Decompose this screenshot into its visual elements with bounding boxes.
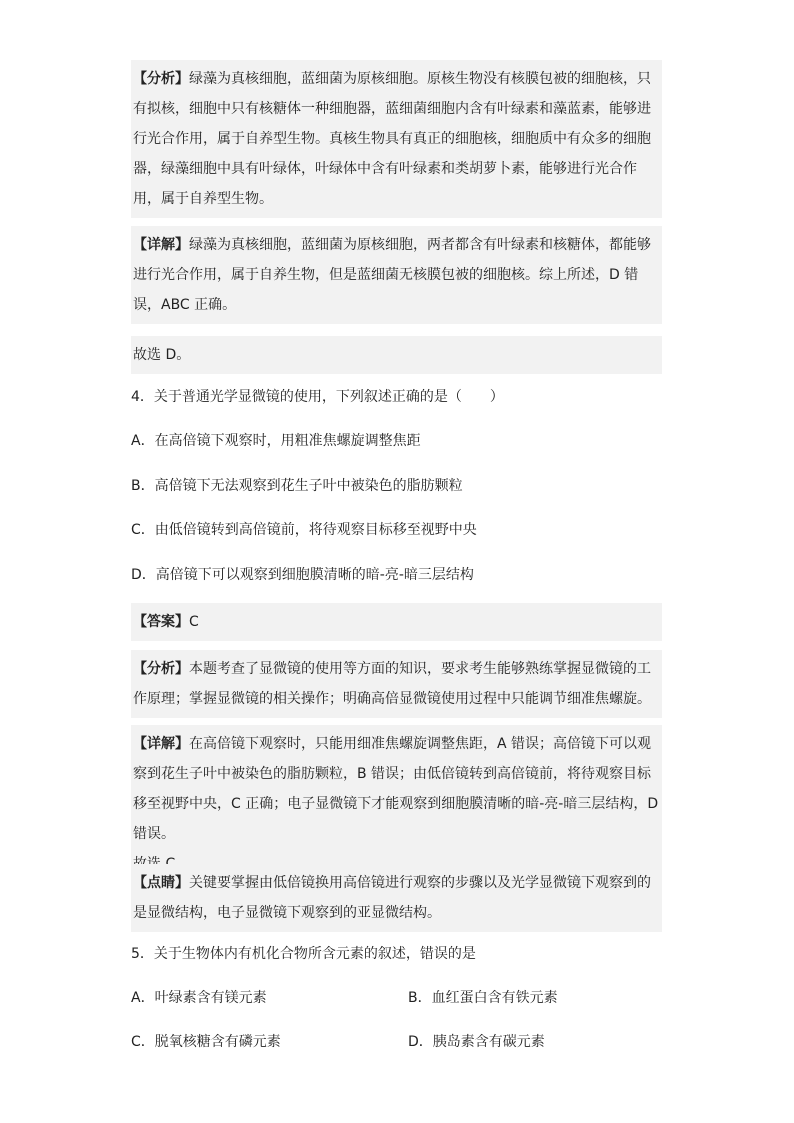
q4-option-b-text: B．高倍镜下无法观察到花生子叶中被染色的脂肪颗粒 — [131, 478, 463, 494]
q4-option-c-text: C．由低倍镜转到高倍镜前，将待观察目标移至视野中央 — [131, 522, 477, 538]
q5-option-d-text: D．胰岛素含有碳元素 — [408, 1034, 545, 1050]
q3-analysis-paragraph — [131, 60, 662, 218]
q4-tip-paragraph — [131, 864, 662, 932]
q5-stem — [131, 943, 691, 965]
q3-conclusion — [131, 336, 662, 374]
q4-tip-text: 关键要掌握由低倍镜换用高倍镜进行观察的步骤以及光学显微镜下观察到的是显微结构，电子显微镜下观察到的亚显微结构。 — [133, 875, 651, 921]
q5-option-d — [408, 1031, 545, 1053]
q4-option-d-text: D．高倍镜下可以观察到细胞膜清晰的暗-亮-暗三层结构 — [131, 567, 474, 583]
q3-detail-tag: 【详解】 — [133, 237, 189, 253]
q4-option-c — [131, 519, 691, 541]
q4-option-b — [131, 475, 691, 497]
q3-analysis-text: 绿藻为真核细胞，蓝细菌为原核细胞。原核生物没有核膜包被的细胞核，只有拟核，细胞中只有核糖体一种细胞器，蓝细菌细胞内含有叶绿素和藻蓝素，能够进行光合作用，属于自养型生物。真核生物具有真正的细胞核，细胞质中有众多的细胞器，绿藻细胞中具有叶绿体，叶绿体中含有叶绿素和类胡萝卜素，能够进行光合作用，属于自养型生物。 — [133, 71, 651, 207]
q5-option-b — [408, 987, 558, 1009]
q4-stem — [131, 386, 691, 408]
q3-detail-paragraph — [131, 226, 662, 324]
q3-detail-text: 绿藻为真核细胞，蓝细菌为原核细胞，两者都含有叶绿素和核糖体，都能够进行光合作用，属于自养生物，但是蓝细菌无核膜包被的细胞核。综上所述，D 错误，ABC 正确。 — [133, 237, 651, 313]
q4-detail-paragraph — [131, 725, 662, 883]
q4-answer-text: C — [189, 614, 199, 630]
q4-answer — [131, 603, 662, 641]
q5-option-c-text: C．脱氧核糖含有磷元素 — [131, 1034, 281, 1050]
q4-answer-tag: 【答案】 — [133, 614, 189, 630]
q4-tip-tag: 【点睛】 — [133, 875, 189, 891]
q3-analysis-tag: 【分析】 — [133, 71, 189, 87]
q5-option-b-text: B．血红蛋白含有铁元素 — [408, 990, 558, 1006]
q4-option-a — [131, 430, 691, 452]
q5-stem-text: 5．关于生物体内有机化合物所含元素的叙述，错误的是 — [131, 946, 476, 962]
q4-stem-text: 4．关于普通光学显微镜的使用，下列叙述正确的是（ ） — [131, 389, 504, 405]
q4-analysis-paragraph — [131, 650, 662, 718]
q4-analysis-tag: 【分析】 — [133, 661, 189, 677]
q4-detail-tag: 【详解】 — [133, 736, 189, 752]
q5-option-c — [131, 1031, 281, 1053]
q4-option-d — [131, 564, 691, 586]
q3-conclusion-text: 故选 D。 — [133, 347, 191, 363]
q4-option-a-text: A．在高倍镜下观察时，用粗准焦螺旋调整焦距 — [131, 433, 421, 449]
q4-detail-text: 在高倍镜下观察时，只能用细准焦螺旋调整焦距，A 错误；高倍镜下可以观察到花生子叶中被染色的脂肪颗粒，B 错误；由低倍镜转到高倍镜前，将待观察目标移至视野中央，C 正确；电子显微镜下才能观察到细胞膜清晰的暗-亮-暗三层结构，D 错误。 — [133, 736, 659, 842]
q5-option-a — [131, 987, 267, 1009]
q4-analysis-text: 本题考查了显微镜的使用等方面的知识，要求考生能够熟练掌握显微镜的工作原理；掌握显微镜的相关操作；明确高倍显微镜使用过程中只能调节细准焦螺旋。 — [133, 661, 651, 707]
q5-option-a-text: A．叶绿素含有镁元素 — [131, 990, 267, 1006]
